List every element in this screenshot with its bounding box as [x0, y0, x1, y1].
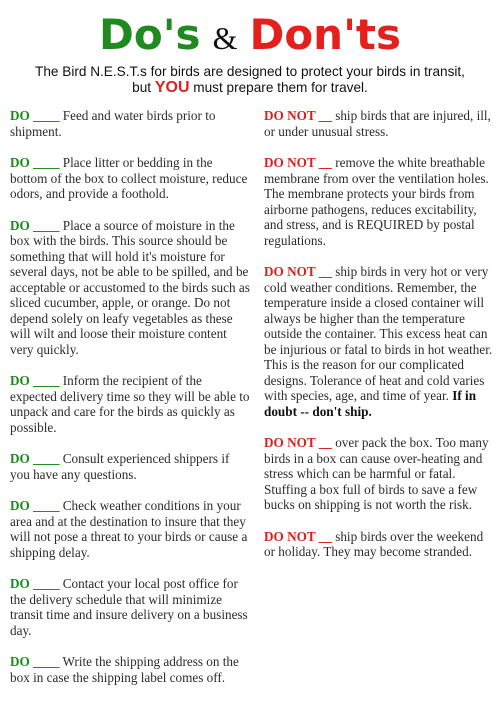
- title-donts: Don'ts: [249, 10, 402, 59]
- do-text: Contact your local post office for the delivery schedule that will minimize transit time and insure delivery on a business day.: [10, 576, 248, 638]
- do-item: [10, 373, 250, 435]
- do-keyword: DO ____: [10, 576, 60, 591]
- dont-keyword: DO NOT __: [264, 435, 332, 450]
- do-item: [10, 218, 250, 358]
- subtitle-but: but: [132, 80, 152, 95]
- do-text: Place litter or bedding in the bottom of the box to collect moisture, reduce odors, and provide a foothold.: [10, 155, 248, 201]
- do-keyword: DO ____: [10, 498, 60, 513]
- subtitle-line-1: The Bird N.E.S.T.s for birds are designed to protect your birds in transit,: [35, 64, 465, 79]
- do-keyword: DO ____: [10, 217, 60, 233]
- do-text: Write the shipping address on the box in case the shipping label comes off.: [10, 654, 239, 685]
- do-text: Place a source of moisture in the box with the birds. This source should be something that will hold it's moisture for several days, not be able to be spilled, and be acceptable or accustomed to the birds such as sliced cucumber, apple, or orange. Do not depend solely on leafy vegetables as these will wilt and loose their moisture content very quickly.: [10, 217, 250, 357]
- dos-column: [10, 108, 250, 701]
- do-keyword: DO ____: [10, 373, 60, 388]
- do-text: Feed and water birds prior to shipment.: [10, 108, 216, 139]
- donts-column: [264, 108, 494, 576]
- do-item: [10, 451, 250, 482]
- dont-item: [264, 108, 494, 139]
- do-text: Consult experienced shippers if you have any questions.: [10, 451, 230, 482]
- subtitle: [0, 64, 500, 96]
- do-keyword: DO ____: [10, 451, 60, 466]
- do-keyword: DO ____: [10, 654, 60, 669]
- do-item: [10, 155, 250, 202]
- dont-text: ship birds in very hot or very cold weather conditions. Remember, the temperature inside a closed container will always be higher than the temperature outside the container. This excess heat can be injurious or fatal to birds in hot weather. This is the reason for our complicated designs. Tolerance of heat and cold varies with species, age, and time of year.: [264, 264, 493, 403]
- dont-emphasis: If in doubt -- don't ship.: [264, 388, 477, 419]
- dont-text: over pack the box. Too many birds in a box can cause over-heating and stress which can be harmful or fatal. Stuffing a box full of birds to save a few bucks on shipping is not worth the risk.: [264, 435, 489, 512]
- subtitle-you: YOU: [154, 79, 190, 96]
- dont-keyword: DO NOT __: [264, 108, 332, 123]
- page-title: [0, 10, 500, 59]
- do-item: [10, 498, 250, 560]
- dont-text: ship birds over the weekend or holiday. They may become stranded.: [264, 528, 484, 559]
- dont-keyword: DO NOT __: [264, 528, 332, 544]
- dont-keyword: DO NOT __: [264, 264, 332, 279]
- dont-item: [264, 529, 494, 560]
- subtitle-line-2: [0, 80, 500, 96]
- do-keyword: DO ____: [10, 155, 60, 170]
- dont-item: [264, 264, 494, 419]
- dont-text: remove the white breathable membrane from over the ventilation holes. The membrane protects your birds from airborne pathogens, reduces excitability, and stress, and is REQUIRED by postal regulations.: [264, 155, 489, 248]
- title-ampersand: &: [212, 20, 238, 56]
- dont-item: [264, 435, 494, 513]
- title-dos: Do's: [98, 10, 201, 59]
- subtitle-rest: must prepare them for travel.: [193, 80, 368, 95]
- dont-item: [264, 155, 494, 248]
- do-text: Inform the recipient of the expected delivery time so they will be able to unpack and care for the birds as quickly as possible.: [10, 373, 250, 435]
- do-text: Check weather conditions in your area and at the destination to insure that they will not pose a threat to your birds or cause a shipping delay.: [10, 498, 248, 560]
- do-keyword: DO ____: [10, 108, 60, 123]
- do-item: [10, 576, 250, 638]
- do-item: [10, 654, 250, 685]
- dont-text: ship birds that are injured, ill, or under unusual stress.: [264, 108, 491, 139]
- do-item: [10, 108, 250, 139]
- dont-keyword: DO NOT __: [264, 155, 332, 170]
